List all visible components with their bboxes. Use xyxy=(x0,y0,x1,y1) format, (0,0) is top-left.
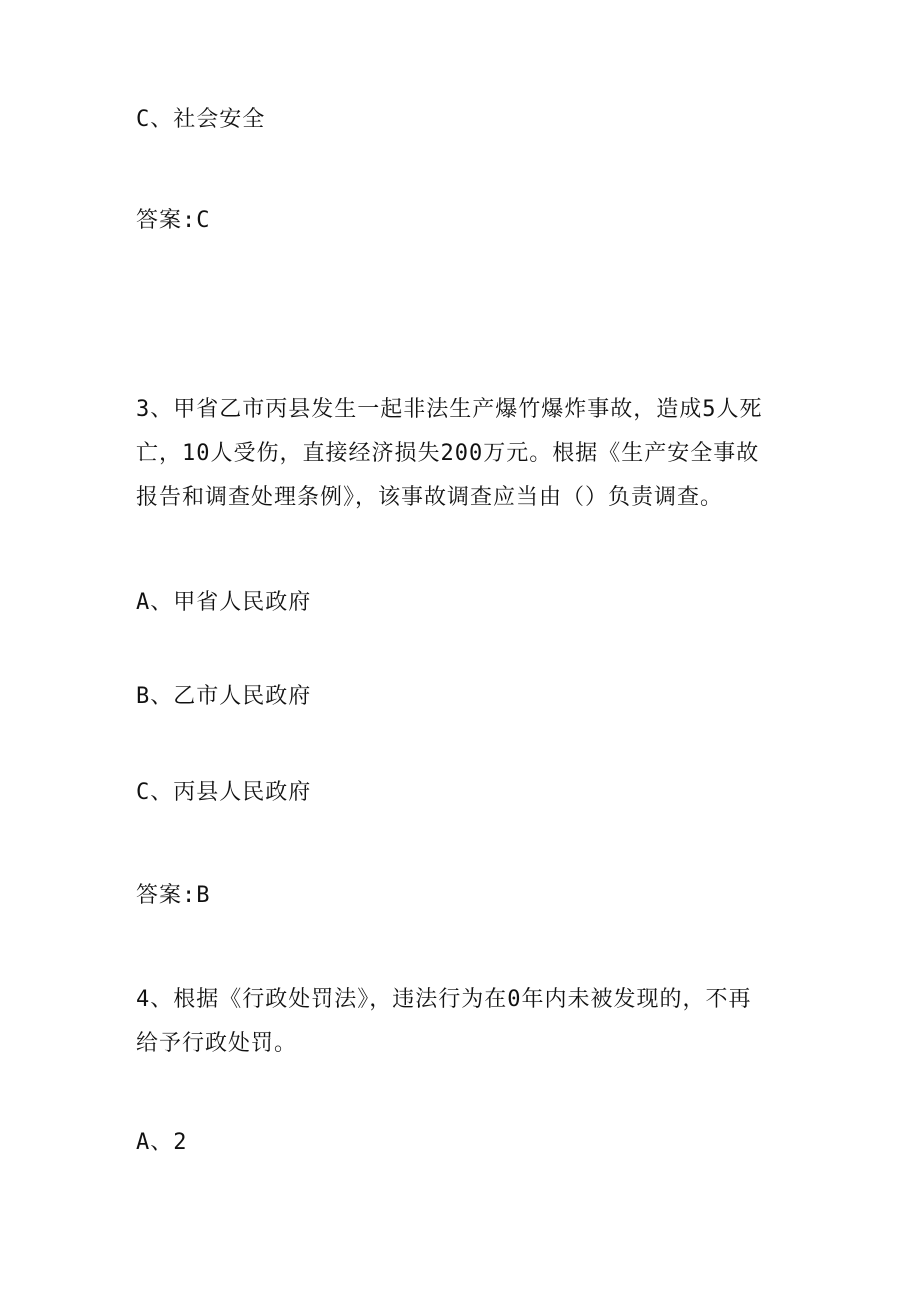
q3-question-line-1: 3、甲省乙市丙县发生一起非法生产爆竹爆炸事故，造成5人死 xyxy=(136,397,763,422)
q3-option-c: C、丙县人民政府 xyxy=(136,780,312,805)
q3-question xyxy=(136,388,796,520)
q4-question-line-1: 4、根据《行政处罚法》，违法行为在0年内未被发现的，不再 xyxy=(136,987,752,1012)
q3-answer: 答案:B xyxy=(136,883,211,908)
q4-question xyxy=(136,978,796,1066)
q2-answer: 答案:C xyxy=(136,208,211,233)
q4-option-a: A、2 xyxy=(136,1130,188,1155)
q2-option-c: C、社会安全 xyxy=(136,107,266,132)
q3-option-a: A、甲省人民政府 xyxy=(136,590,312,615)
q3-question-line-3: 报告和调查处理条例》，该事故调查应当由（）负责调查。 xyxy=(136,485,724,510)
q3-question-line-2: 亡，10人受伤，直接经济损失200万元。根据《生产安全事故 xyxy=(136,441,760,466)
q4-question-line-2: 给予行政处罚。 xyxy=(136,1031,298,1056)
q3-option-b: B、乙市人民政府 xyxy=(136,684,312,709)
